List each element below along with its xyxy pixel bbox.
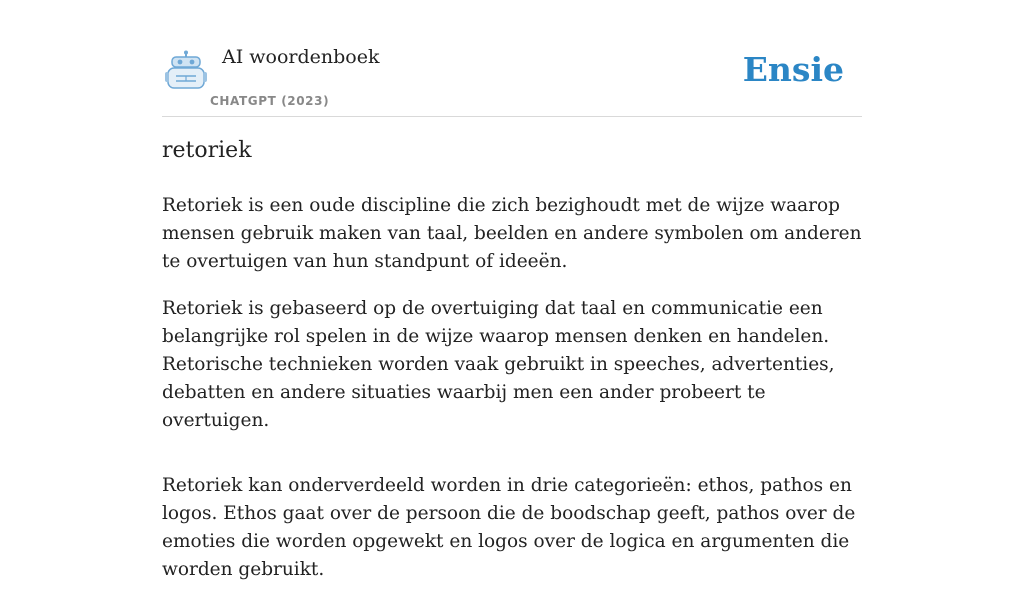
robot-icon <box>164 50 208 90</box>
definition-paragraph: Retoriek is gebaseerd op de overtuiging dat taal en communicatie een belangrijke rol spelen in de wijze waarop mensen denken en handelen. Retorische technieken worden vaak gebruikt in speeches, advertenties, debatten en andere situaties waarbij men een ander probeert te overtuigen. <box>162 298 835 431</box>
source-subtitle: CHATGPT (2023) <box>210 94 330 108</box>
entry-definition <box>162 192 862 603</box>
ensie-logo[interactable]: Ensie <box>742 50 844 89</box>
source-title[interactable]: AI woordenboek <box>222 46 380 68</box>
definition-paragraph: Retoriek kan onderverdeeld worden in drie categorieën: ethos, pathos en logos. Ethos gaat over de persoon die de boodschap geeft, pathos over de emoties die worden opgewekt en logos over de logica en argumenten die worden gebruikt. <box>162 475 856 580</box>
source-header <box>162 40 862 117</box>
entry-term: retoriek <box>162 138 252 163</box>
definition-paragraph: Retoriek is een oude discipline die zich bezighoudt met de wijze waarop mensen gebruik maken van taal, beelden en andere symbolen om anderen te overtuigen van hun standpunt of ideeën. <box>162 195 862 272</box>
